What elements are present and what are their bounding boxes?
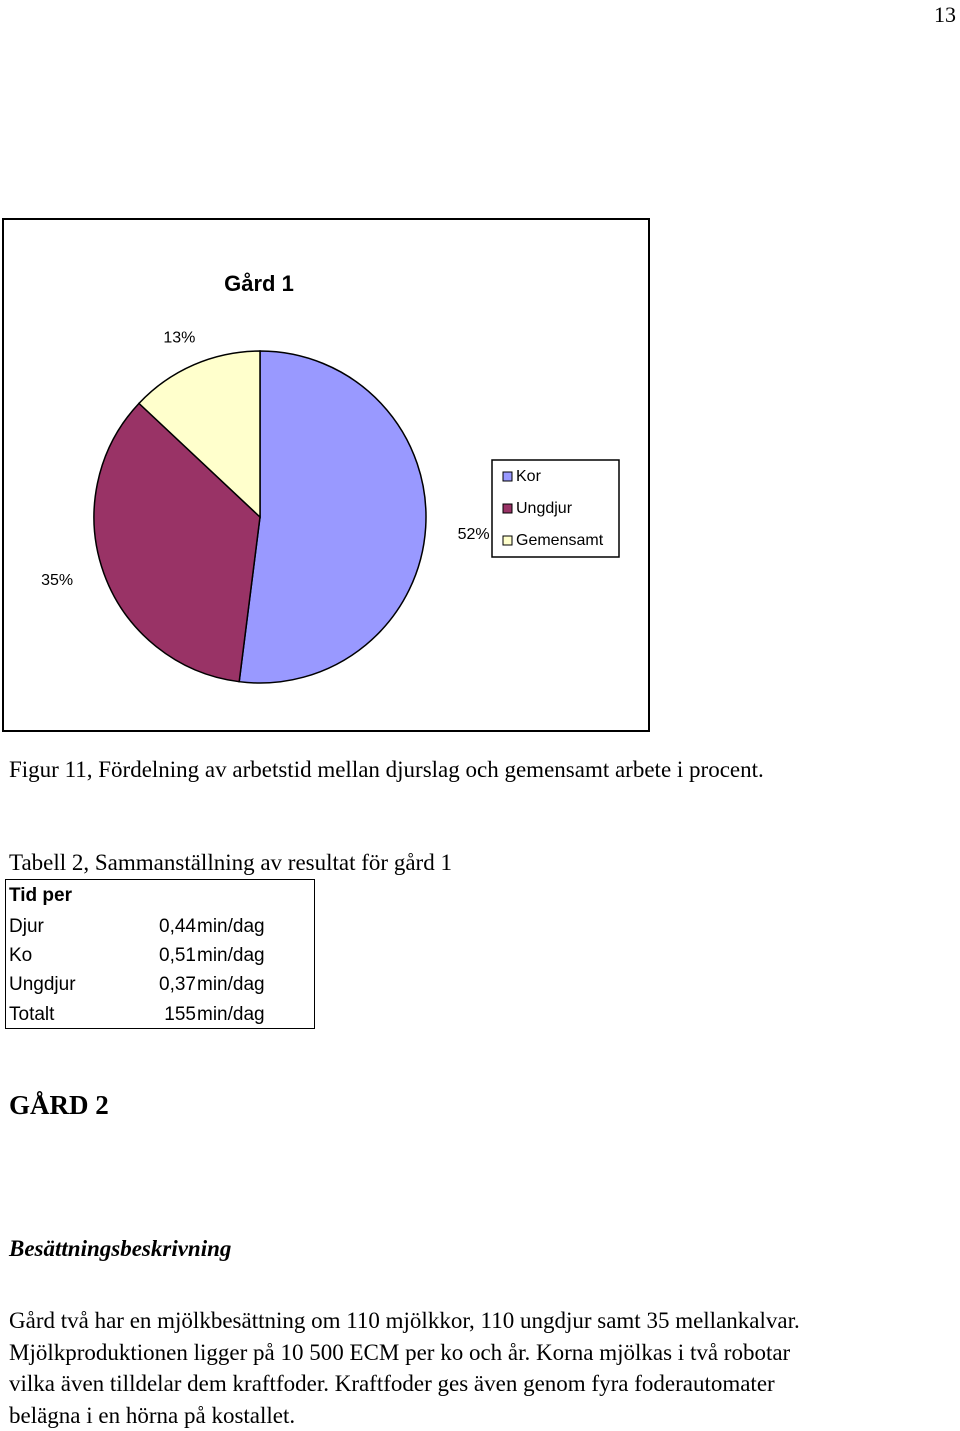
paragraph-line: Mjölkproduktionen ligger på 10 500 ECM per ko och år. Korna mjölkas i två robotar — [9, 1339, 791, 1365]
legend-swatch-gemensamt — [503, 536, 512, 545]
legend-label-gemensamt: Gemensamt — [516, 532, 604, 550]
pie-chart-gard-1 — [2, 218, 650, 732]
row-unit: min/dag — [197, 974, 265, 995]
table-row — [6, 971, 314, 999]
data-label-gemensamt: 13% — [163, 329, 196, 347]
row-value: 0,44 — [159, 916, 196, 937]
paragraph-line: vilka även tilldelar dem kraftfoder. Kraftfoder ges även genom fyra foderautomater — [9, 1371, 775, 1396]
row-label: Totalt — [9, 1004, 55, 1025]
data-label-kor: 52% — [457, 526, 490, 544]
data-label-ungdjur: 35% — [41, 571, 74, 589]
legend-label-kor: Kor — [516, 468, 541, 486]
chart-title: Gård 1 — [224, 271, 294, 296]
row-value: 0,51 — [159, 945, 196, 966]
legend-swatch-kor — [503, 472, 512, 481]
subheading: Besättningsbeskrivning — [9, 1236, 232, 1261]
row-unit: min/dag — [197, 916, 265, 937]
paragraph-line: belägna i en hörna på kostallet. — [9, 1402, 296, 1428]
pie-slice-kor — [239, 351, 426, 683]
row-label: Ungdjur — [9, 974, 76, 995]
row-value: 155 — [164, 1004, 196, 1025]
pie-slices — [94, 351, 426, 683]
result-table — [5, 879, 315, 1029]
table-title: Tabell 2, Sammanställning av resultat för gård 1 — [9, 850, 452, 875]
paragraph-line: Gård två har en mjölkbesättning om 110 mjölkkor, 110 ungdjur samt 35 mellankalvar. — [9, 1308, 800, 1333]
table-header: Tid per — [9, 885, 72, 906]
table-row — [6, 913, 314, 941]
table-header-row — [6, 882, 314, 910]
row-unit: min/dag — [197, 945, 265, 966]
legend-label-ungdjur: Ungdjur — [516, 500, 573, 518]
section-heading: GÅRD 2 — [9, 1090, 109, 1120]
row-unit: min/dag — [197, 1004, 265, 1025]
chart-legend — [492, 460, 619, 557]
figure-caption: Figur 11, Fördelning av arbetstid mellan djurslag och gemensamt arbete i procent. — [9, 757, 764, 782]
table-row — [6, 942, 314, 970]
body-paragraph — [9, 1305, 954, 1431]
table-row — [6, 1001, 314, 1029]
legend-swatch-ungdjur — [503, 504, 512, 513]
pie-chart-svg — [4, 220, 652, 734]
row-label: Ko — [9, 945, 33, 966]
row-value: 0,37 — [159, 974, 196, 995]
page-number: 13 — [934, 2, 956, 27]
row-label: Djur — [9, 916, 44, 937]
